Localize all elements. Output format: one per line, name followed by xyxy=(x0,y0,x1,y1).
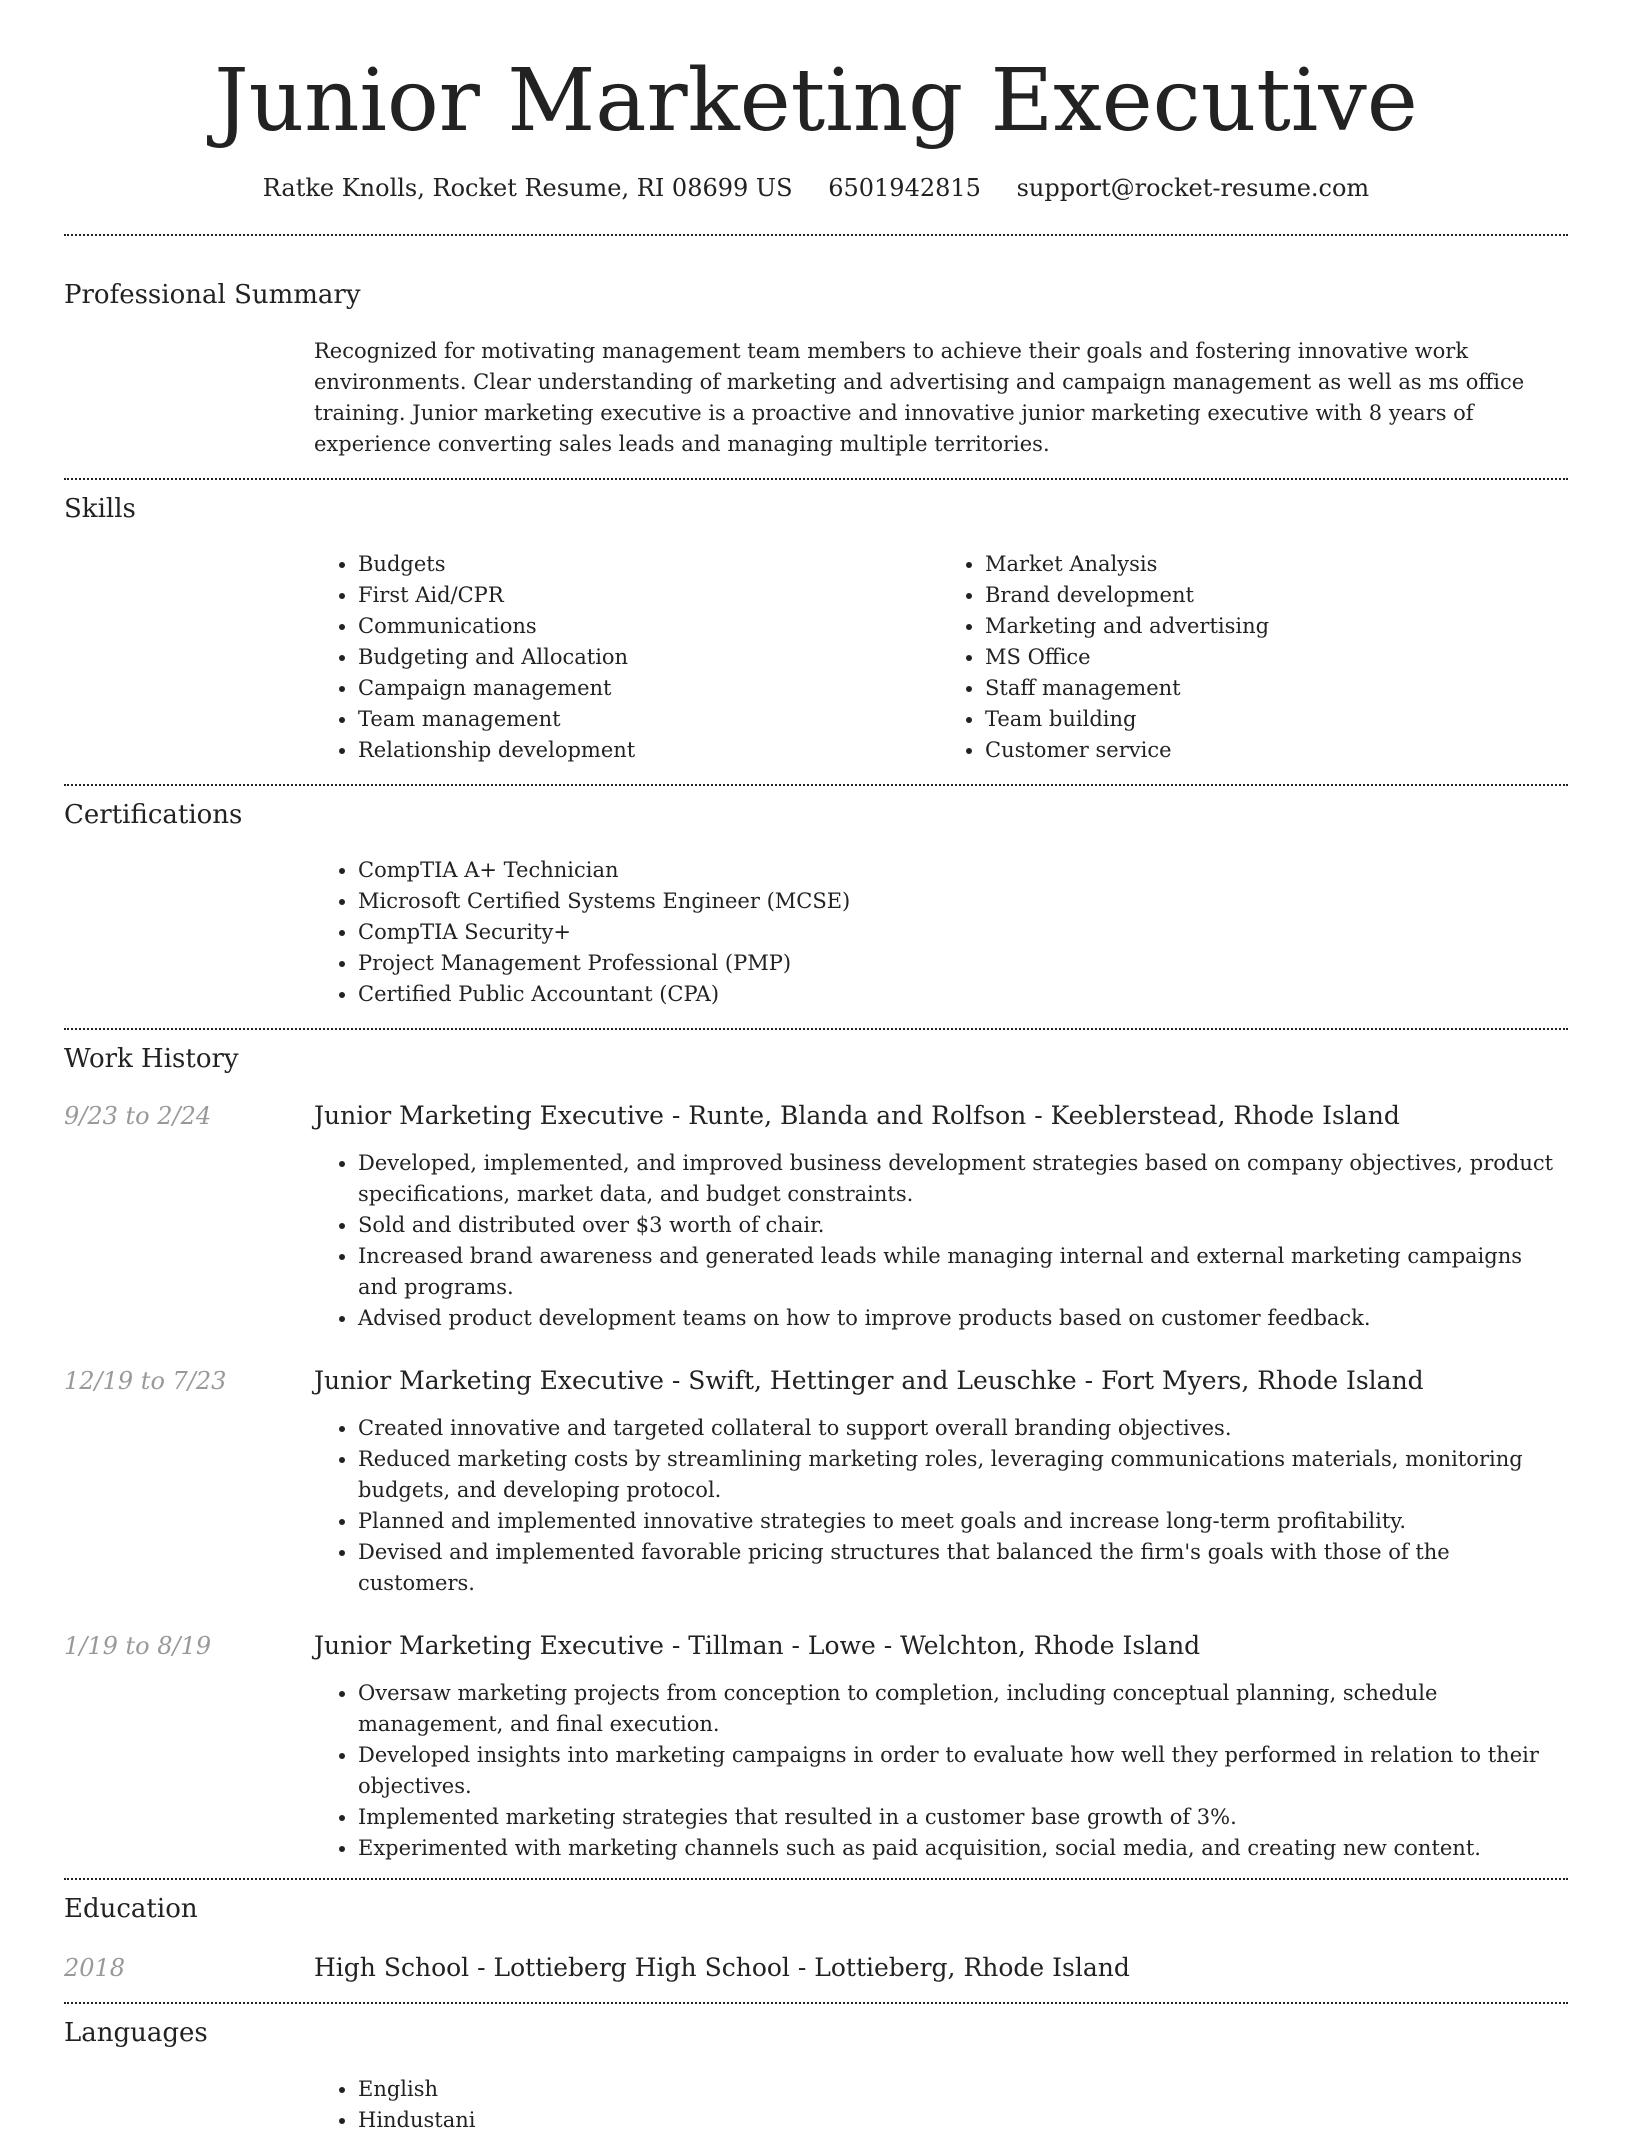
job-bullets xyxy=(314,1678,1568,1864)
education-section xyxy=(64,1894,1568,1982)
languages-section xyxy=(64,2018,1568,2135)
job-bullet: • Devised and implemented favorable pricing structures that balanced the firm's goals with those of the customers. xyxy=(358,1537,1568,1599)
skills-list xyxy=(314,549,1568,766)
job-bullet: • Oversaw marketing projects from conception to completion, including conceptual planning, schedule management, and final execution. xyxy=(358,1678,1568,1740)
certification-item: • Microsoft Certified Systems Engineer (MCSE) xyxy=(358,886,1568,917)
skill-item: • Marketing and advertising xyxy=(985,611,1568,642)
certification-item: • CompTIA Security+ xyxy=(358,917,1568,948)
skill-item: • Team building xyxy=(985,704,1568,735)
job-bullet: • Implemented marketing strategies that resulted in a customer base growth of 3%. xyxy=(358,1802,1568,1833)
skill-item: • Customer service xyxy=(985,735,1568,766)
job-bullet: • Developed insights into marketing campaigns in order to evaluate how well they performed in relation to their objectives. xyxy=(358,1740,1568,1802)
certifications-list xyxy=(314,855,1568,1010)
job-date: 9/23 to 2/24 xyxy=(64,1102,212,1131)
job-bullets xyxy=(314,1413,1568,1599)
summary-heading: Professional Summary xyxy=(64,280,361,311)
skill-item: • Relationship development xyxy=(358,735,941,766)
contact-address: Ratke Knolls, Rocket Resume, RI 08699 US xyxy=(262,174,793,203)
job-date: 1/19 to 8/19 xyxy=(64,1632,212,1661)
skill-item: • Campaign management xyxy=(358,673,941,704)
job-heading: Junior Marketing Executive - Runte, Blanda and Rolfson - Keeblerstead, Rhode Island xyxy=(314,1101,1400,1131)
job-header xyxy=(64,1366,1568,1395)
skills-heading: Skills xyxy=(64,493,136,524)
contact-phone: 6501942815 xyxy=(828,174,981,203)
job-bullet: • Planned and implemented innovative strategies to meet goals and increase long-term profitability. xyxy=(358,1506,1568,1537)
job-bullet: • Created innovative and targeted collateral to support overall branding objectives. xyxy=(358,1413,1568,1444)
divider xyxy=(64,784,1568,786)
job-bullet: • Increased brand awareness and generated leads while managing internal and external marketing campaigns and programs. xyxy=(358,1241,1568,1303)
job-bullet: • Reduced marketing costs by streamlining marketing roles, leveraging communications materials, monitoring budgets, and developing protocol. xyxy=(358,1444,1568,1506)
education-heading-line: High School - Lottieberg High School - Lottieberg, Rhode Island xyxy=(314,1953,1130,1983)
summary-section xyxy=(64,280,1568,459)
skill-item: • Team management xyxy=(358,704,941,735)
resume-page xyxy=(64,0,1568,2136)
certification-item: • CompTIA A+ Technician xyxy=(358,855,1568,886)
divider xyxy=(64,1878,1568,1880)
skill-item: • Market Analysis xyxy=(985,549,1568,580)
resume-title: Junior Marketing Executive xyxy=(214,51,1418,151)
job-bullets xyxy=(314,1148,1568,1334)
skill-item: • Communications xyxy=(358,611,941,642)
summary-text: Recognized for motivating management team members to achieve their goals and fostering innovative work environments. Clear understanding of marketing and advertising and campaign management as well as ms office training. Junior marketing executive is a proactive and innovative junior marketing executive with 8 years of experience converting sales leads and managing multiple territories. xyxy=(314,338,1525,456)
certification-item: • Certified Public Accountant (CPA) xyxy=(358,979,1568,1010)
skills-column-right xyxy=(941,549,1568,766)
work-history-section xyxy=(64,1044,1568,1864)
skills-section xyxy=(64,494,1568,766)
work-history-heading: Work History xyxy=(64,1043,239,1074)
contact-line xyxy=(64,173,1568,204)
contact-email: support@rocket-resume.com xyxy=(1016,174,1370,203)
job-bullet: • Advised product development teams on how to improve products based on customer feedback. xyxy=(358,1303,1568,1334)
certifications-section xyxy=(64,800,1568,1010)
languages-heading: Languages xyxy=(64,2018,208,2049)
job-bullet: • Developed, implemented, and improved business development strategies based on company objectives, product specifications, market data, and budget constraints. xyxy=(358,1148,1568,1210)
job-header xyxy=(64,1631,1568,1660)
job-date: 12/19 to 7/23 xyxy=(64,1367,227,1396)
job-bullet: • Sold and distributed over $3 worth of chair. xyxy=(358,1210,1568,1241)
education-date: 2018 xyxy=(64,1954,126,1983)
divider xyxy=(64,478,1568,480)
skill-item: • MS Office xyxy=(985,642,1568,673)
job-entry xyxy=(64,1101,1568,1334)
skill-item: • First Aid/CPR xyxy=(358,580,941,611)
language-item: • English xyxy=(358,2074,1568,2105)
job-heading: Junior Marketing Executive - Swift, Hettinger and Leuschke - Fort Myers, Rhode Island xyxy=(314,1366,1424,1396)
divider xyxy=(64,234,1568,236)
job-entry xyxy=(64,1631,1568,1864)
skills-column-left xyxy=(314,549,941,766)
skill-item: • Budgeting and Allocation xyxy=(358,642,941,673)
divider xyxy=(64,2002,1568,2004)
education-entry xyxy=(64,1953,1568,1982)
skill-item: • Brand development xyxy=(985,580,1568,611)
job-entry xyxy=(64,1366,1568,1599)
skill-item: • Budgets xyxy=(358,549,941,580)
job-heading: Junior Marketing Executive - Tillman - Lowe - Welchton, Rhode Island xyxy=(314,1631,1201,1661)
education-heading: Education xyxy=(64,1894,198,1925)
job-bullet: • Experimented with marketing channels such as paid acquisition, social media, and creating new content. xyxy=(358,1833,1568,1864)
certifications-heading: Certifications xyxy=(64,799,243,830)
languages-list xyxy=(314,2074,1568,2136)
divider xyxy=(64,1028,1568,1030)
language-item: • Hindustani xyxy=(358,2105,1568,2136)
job-header xyxy=(64,1101,1568,1130)
skill-item: • Staff management xyxy=(985,673,1568,704)
certification-item: • Project Management Professional (PMP) xyxy=(358,948,1568,979)
